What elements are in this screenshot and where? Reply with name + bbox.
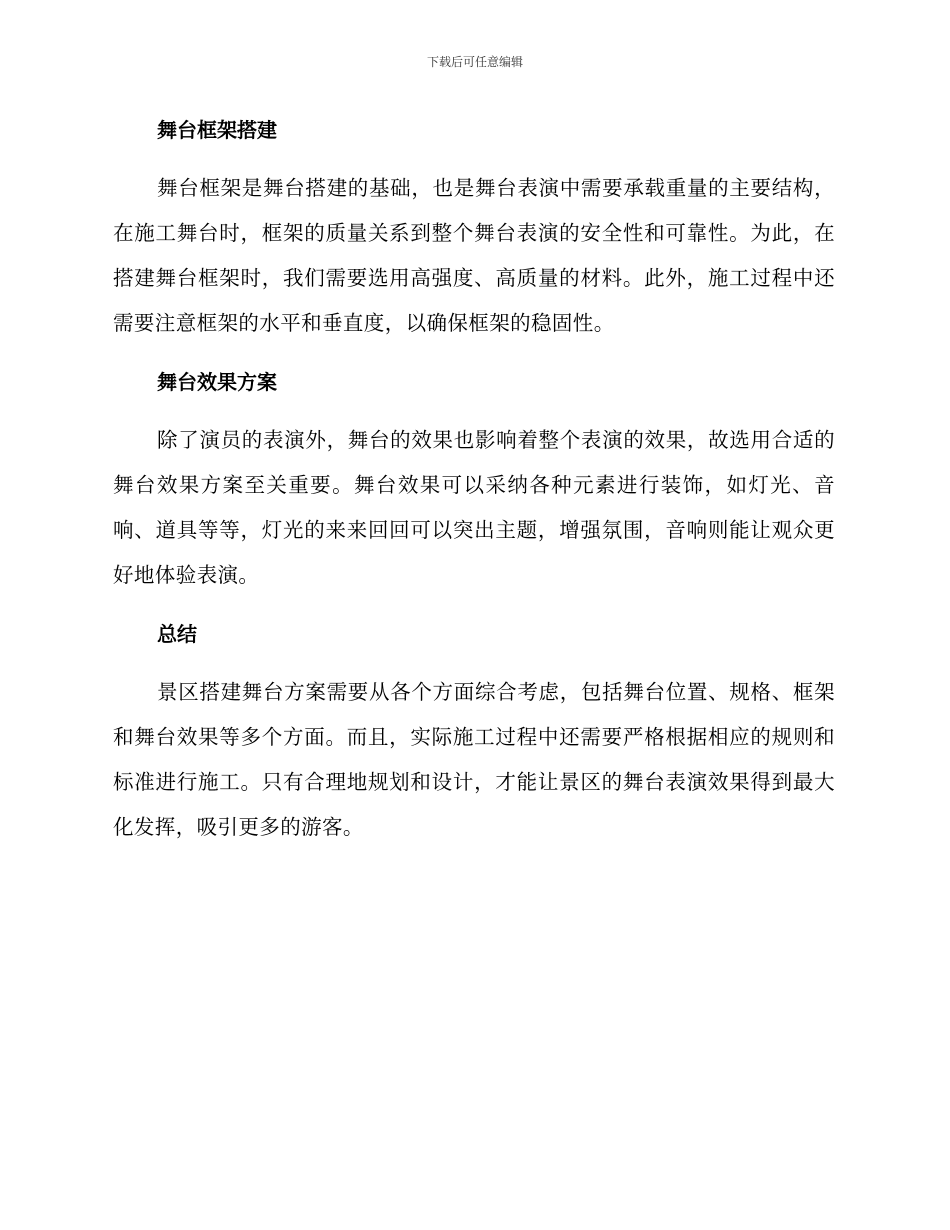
section-stage-effects — [113, 360, 835, 598]
section-heading: 总结 — [157, 622, 197, 646]
section-paragraph: 舞台框架是舞台搭建的基础，也是舞台表演中需要承载重量的主要结构，在施工舞台时，框架的质量关系到整个舞台表演的安全性和可靠性。为此，在搭建舞台框架时，我们需要选用高强度、高质量的材料。此外，施工过程中还需要注意框架的水平和垂直度，以确保框架的稳固性。 — [113, 176, 835, 335]
document-body — [113, 108, 835, 850]
section-heading: 舞台框架搭建 — [157, 118, 277, 142]
section-summary — [113, 612, 835, 850]
section-stage-frame — [113, 108, 835, 346]
page-header-note: 下载后可任意编辑 — [426, 55, 523, 69]
section-paragraph: 除了演员的表演外，舞台的效果也影响着整个表演的效果，故选用合适的舞台效果方案至关重要。舞台效果可以采纳各种元素进行装饰，如灯光、音响、道具等等，灯光的来来回回可以突出主题，增强氛围，音响则能让观众更好地体验表演。 — [113, 428, 835, 587]
section-heading: 舞台效果方案 — [157, 370, 277, 394]
section-paragraph: 景区搭建舞台方案需要从各个方面综合考虑，包括舞台位置、规格、框架和舞台效果等多个方面。而且，实际施工过程中还需要严格根据相应的规则和标准进行施工。只有合理地规划和设计，才能让景区的舞台表演效果得到最大化发挥，吸引更多的游客。 — [113, 680, 835, 839]
